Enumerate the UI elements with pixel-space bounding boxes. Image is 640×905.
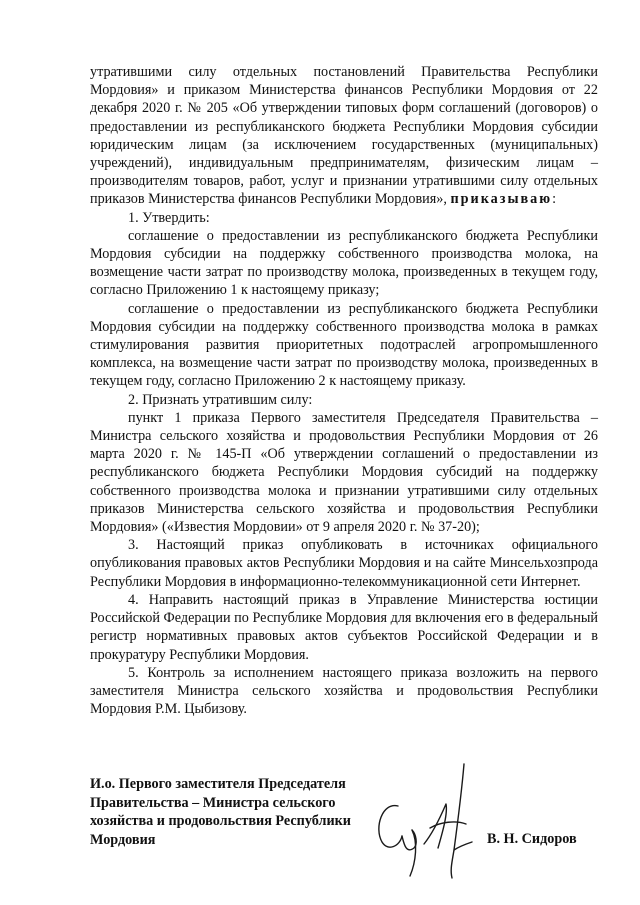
preamble-text: утратившими силу отдельных постановлений Правительства Республики Мордовия» и приказом Министерства финансов Республики Мордовия от 22 декабря 2020 г. № 205 «Об утверждении типовых форм соглашений (договоров) о предоставлении из республиканского бюджета Республики Мордовия субсидии юридическим лицам (за исключением государственных (муниципальных) учреждений), индивидуальным предпринимателям, физическим лицам – производителям товаров, работ, услуг и признании утратившими силу отдельных приказов Министерства финансов Республики Мордовия», (90, 64, 598, 208)
preamble-colon: : (552, 191, 557, 208)
signature-block (90, 775, 610, 849)
order-word: приказываю (450, 191, 553, 208)
item-3-paragraph: 3. Настоящий приказ опубликовать в источниках официального опубликования правовых актов Республики Мордовия и на сайте Минсельхозпрода Республики Мордовия в информационно-телекоммуникационной сети Интернет. (90, 537, 598, 590)
signatory-name: В. Н. Сидоров (487, 831, 577, 847)
item-2-heading: 2. Признать утратившим силу: (128, 391, 313, 408)
item-4-paragraph: 4. Направить настоящий приказ в Управление Министерства юстиции Российской Федерации по Республике Мордовия для включения его в федеральный регистр нормативных правовых актов субъектов Российской Федерации и в прокуратуру Республики Мордовия. (90, 591, 598, 663)
order-body (90, 63, 598, 718)
signatory-title: И.о. Первого заместителя Председателя Правительства – Министра сельского хозяйства и продовольствия Республики Мордовия (90, 776, 351, 848)
item-1-heading: 1. Утвердить: (128, 209, 210, 226)
preamble-paragraph (90, 63, 598, 209)
item-2a-paragraph: пункт 1 приказа Первого заместителя Председателя Правительства – Министра сельского хозяйства и продовольствия Республики Мордовия от 26 марта 2020 г. № 145-П «Об утверждении соглашений о предоставлении из республиканского бюджета Республики Мордовия субсидий на поддержку собственного производства молока и признании утратившими силу отдельных приказов Министерства сельского хозяйства и продовольствия Республики Мордовия» («Известия Мордовии» от 9 апреля 2020 г. № 37-20); (90, 409, 598, 536)
item-5-paragraph: 5. Контроль за исполнением настоящего приказа возложить на первого заместителя Министра сельского хозяйства и продовольствия Республики Мордовия Р.М. Цыбизову. (90, 664, 598, 718)
item-1b-paragraph: соглашение о предоставлении из республиканского бюджета Республики Мордовия субсидии на поддержку собственного производства молока в рамках стимулирования развития приоритетных подотраслей агропромышленного комплекса, на возмещение части затрат по производству молока, произведенных в текущем году, согласно Приложению 2 к настоящему приказу. (90, 300, 598, 390)
handwritten-signature (360, 758, 510, 888)
item-1a-paragraph: соглашение о предоставлении из республиканского бюджета Республики Мордовия субсидии на поддержку собственного производства молока, на возмещение части затрат по производству молока, произведенных в текущем году, согласно Приложению 1 к настоящему приказу; (90, 227, 598, 299)
